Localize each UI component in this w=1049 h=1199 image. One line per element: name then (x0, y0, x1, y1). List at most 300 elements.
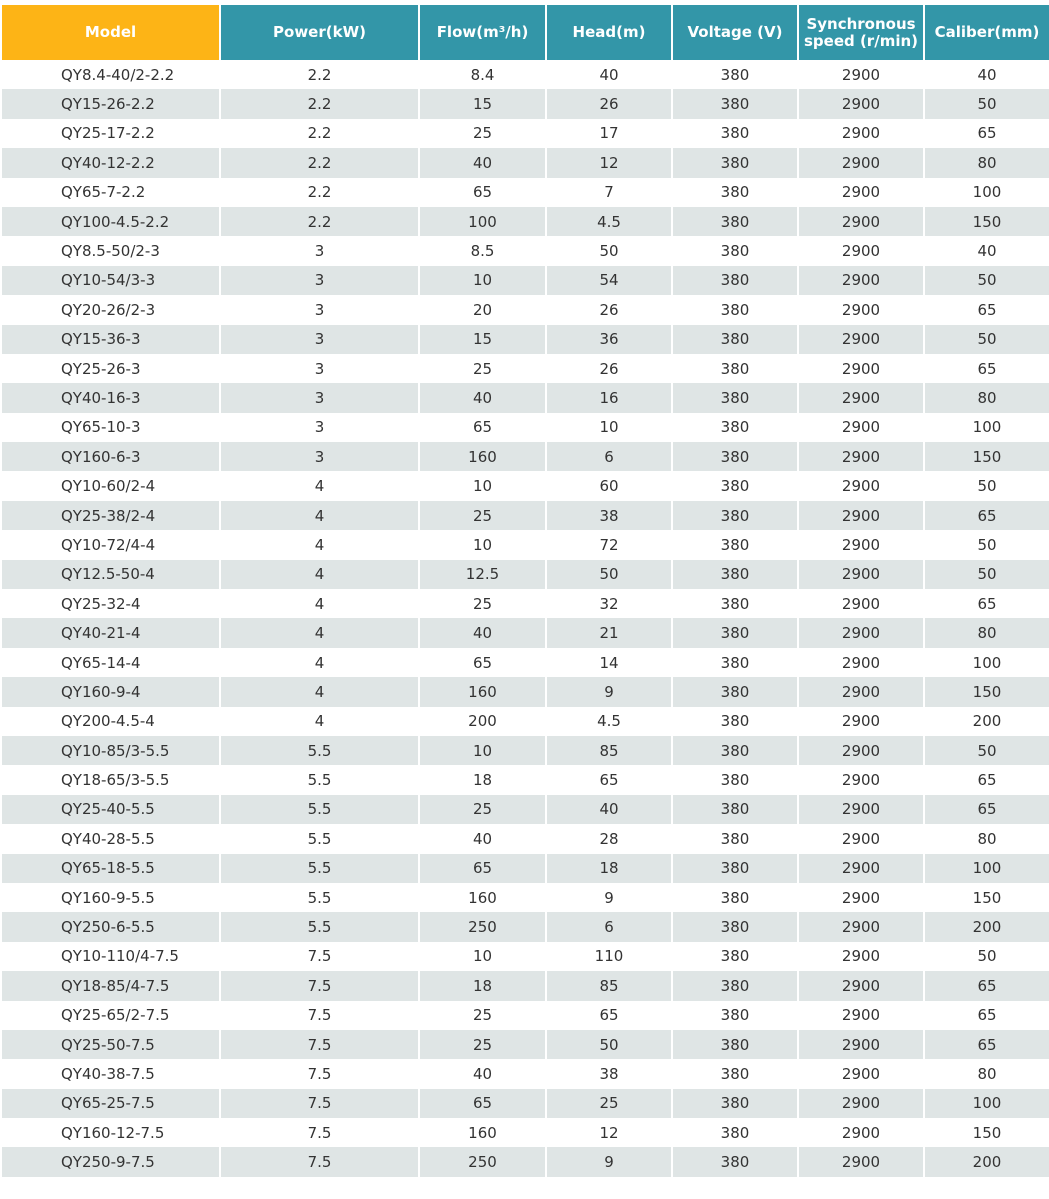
cell-power: 3 (221, 295, 418, 324)
cell-voltage: 380 (673, 824, 797, 853)
cell-speed: 2900 (799, 60, 923, 89)
cell-speed: 2900 (799, 854, 923, 883)
cell-speed: 2900 (799, 883, 923, 912)
cell-caliber: 200 (925, 912, 1049, 941)
cell-head: 38 (547, 1059, 671, 1088)
cell-voltage: 380 (673, 442, 797, 471)
cell-head: 16 (547, 383, 671, 412)
cell-head: 60 (547, 471, 671, 500)
cell-flow: 100 (420, 207, 545, 236)
cell-speed: 2900 (799, 383, 923, 412)
table-row (2, 119, 1049, 148)
cell-head: 50 (547, 236, 671, 265)
table-row (2, 795, 1049, 824)
cell-power: 4 (221, 501, 418, 530)
cell-flow: 250 (420, 912, 545, 941)
cell-head: 50 (547, 1030, 671, 1059)
cell-head: 14 (547, 648, 671, 677)
table-row (2, 736, 1049, 765)
table-row (2, 1030, 1049, 1059)
cell-power: 2.2 (221, 178, 418, 207)
cell-voltage: 380 (673, 119, 797, 148)
cell-speed: 2900 (799, 1118, 923, 1147)
cell-speed: 2900 (799, 707, 923, 736)
cell-power: 5.5 (221, 824, 418, 853)
table-row (2, 677, 1049, 706)
cell-head: 6 (547, 442, 671, 471)
cell-speed: 2900 (799, 1059, 923, 1088)
cell-power: 7.5 (221, 1059, 418, 1088)
cell-voltage: 380 (673, 1059, 797, 1088)
cell-power: 3 (221, 442, 418, 471)
cell-flow: 18 (420, 765, 545, 794)
cell-model: QY40-12-2.2 (2, 148, 219, 177)
cell-head: 26 (547, 295, 671, 324)
cell-head: 18 (547, 854, 671, 883)
table-row (2, 942, 1049, 971)
cell-flow: 8.4 (420, 60, 545, 89)
cell-power: 4 (221, 530, 418, 559)
cell-voltage: 380 (673, 677, 797, 706)
cell-head: 54 (547, 266, 671, 295)
cell-power: 5.5 (221, 765, 418, 794)
cell-head: 26 (547, 89, 671, 118)
cell-model: QY200-4.5-4 (2, 707, 219, 736)
cell-flow: 65 (420, 178, 545, 207)
cell-voltage: 380 (673, 912, 797, 941)
cell-voltage: 380 (673, 60, 797, 89)
cell-flow: 65 (420, 648, 545, 677)
cell-power: 7.5 (221, 1118, 418, 1147)
table-row (2, 912, 1049, 941)
cell-flow: 15 (420, 325, 545, 354)
cell-head: 72 (547, 530, 671, 559)
cell-speed: 2900 (799, 207, 923, 236)
cell-voltage: 380 (673, 236, 797, 265)
cell-voltage: 380 (673, 971, 797, 1000)
cell-speed: 2900 (799, 1001, 923, 1030)
cell-power: 3 (221, 236, 418, 265)
cell-power: 7.5 (221, 1030, 418, 1059)
cell-speed: 2900 (799, 971, 923, 1000)
cell-power: 3 (221, 266, 418, 295)
cell-voltage: 380 (673, 354, 797, 383)
cell-head: 4.5 (547, 207, 671, 236)
cell-head: 110 (547, 942, 671, 971)
cell-model: QY25-40-5.5 (2, 795, 219, 824)
cell-caliber: 150 (925, 883, 1049, 912)
cell-caliber: 50 (925, 560, 1049, 589)
cell-model: QY15-26-2.2 (2, 89, 219, 118)
cell-model: QY8.4-40/2-2.2 (2, 60, 219, 89)
cell-flow: 10 (420, 471, 545, 500)
cell-flow: 40 (420, 1059, 545, 1088)
cell-speed: 2900 (799, 442, 923, 471)
cell-flow: 200 (420, 707, 545, 736)
cell-voltage: 380 (673, 148, 797, 177)
cell-caliber: 50 (925, 266, 1049, 295)
cell-model: QY12.5-50-4 (2, 560, 219, 589)
cell-model: QY160-12-7.5 (2, 1118, 219, 1147)
cell-voltage: 380 (673, 589, 797, 618)
cell-model: QY160-6-3 (2, 442, 219, 471)
table-row (2, 383, 1049, 412)
cell-head: 40 (547, 795, 671, 824)
cell-power: 7.5 (221, 971, 418, 1000)
cell-caliber: 50 (925, 471, 1049, 500)
cell-model: QY40-21-4 (2, 618, 219, 647)
table-row (2, 354, 1049, 383)
cell-caliber: 40 (925, 236, 1049, 265)
cell-power: 7.5 (221, 1147, 418, 1176)
cell-speed: 2900 (799, 1147, 923, 1176)
cell-head: 9 (547, 677, 671, 706)
cell-voltage: 380 (673, 1118, 797, 1147)
cell-head: 38 (547, 501, 671, 530)
cell-voltage: 380 (673, 178, 797, 207)
cell-speed: 2900 (799, 471, 923, 500)
cell-head: 85 (547, 971, 671, 1000)
table-row (2, 765, 1049, 794)
cell-speed: 2900 (799, 942, 923, 971)
cell-model: QY65-7-2.2 (2, 178, 219, 207)
cell-voltage: 380 (673, 471, 797, 500)
cell-speed: 2900 (799, 501, 923, 530)
table-header-row (2, 5, 1049, 60)
cell-power: 2.2 (221, 89, 418, 118)
cell-power: 4 (221, 677, 418, 706)
cell-power: 4 (221, 618, 418, 647)
cell-power: 4 (221, 560, 418, 589)
cell-voltage: 380 (673, 530, 797, 559)
cell-flow: 40 (420, 824, 545, 853)
cell-flow: 25 (420, 354, 545, 383)
cell-head: 36 (547, 325, 671, 354)
cell-power: 3 (221, 354, 418, 383)
table-row (2, 236, 1049, 265)
cell-power: 3 (221, 325, 418, 354)
cell-head: 65 (547, 765, 671, 794)
cell-caliber: 50 (925, 942, 1049, 971)
cell-speed: 2900 (799, 648, 923, 677)
header-voltage: Voltage (V) (673, 5, 797, 60)
cell-speed: 2900 (799, 677, 923, 706)
cell-flow: 250 (420, 1147, 545, 1176)
table-row (2, 178, 1049, 207)
cell-voltage: 380 (673, 207, 797, 236)
cell-power: 2.2 (221, 119, 418, 148)
cell-head: 40 (547, 60, 671, 89)
cell-head: 28 (547, 824, 671, 853)
cell-model: QY25-32-4 (2, 589, 219, 618)
cell-flow: 160 (420, 883, 545, 912)
cell-power: 7.5 (221, 1001, 418, 1030)
header-model: Model (2, 5, 219, 60)
cell-voltage: 380 (673, 883, 797, 912)
cell-caliber: 65 (925, 1001, 1049, 1030)
cell-caliber: 65 (925, 295, 1049, 324)
cell-head: 85 (547, 736, 671, 765)
cell-caliber: 200 (925, 1147, 1049, 1176)
cell-caliber: 150 (925, 677, 1049, 706)
cell-model: QY10-85/3-5.5 (2, 736, 219, 765)
cell-head: 65 (547, 1001, 671, 1030)
cell-flow: 25 (420, 1001, 545, 1030)
cell-speed: 2900 (799, 266, 923, 295)
cell-model: QY40-38-7.5 (2, 1059, 219, 1088)
cell-model: QY40-28-5.5 (2, 824, 219, 853)
cell-voltage: 380 (673, 325, 797, 354)
cell-model: QY100-4.5-2.2 (2, 207, 219, 236)
cell-head: 9 (547, 1147, 671, 1176)
cell-power: 2.2 (221, 60, 418, 89)
cell-voltage: 380 (673, 854, 797, 883)
cell-flow: 25 (420, 1030, 545, 1059)
cell-flow: 160 (420, 442, 545, 471)
table-row (2, 1118, 1049, 1147)
cell-caliber: 150 (925, 207, 1049, 236)
cell-power: 5.5 (221, 912, 418, 941)
cell-head: 50 (547, 560, 671, 589)
cell-model: QY25-26-3 (2, 354, 219, 383)
cell-flow: 10 (420, 266, 545, 295)
cell-flow: 25 (420, 589, 545, 618)
cell-head: 25 (547, 1089, 671, 1118)
cell-head: 26 (547, 354, 671, 383)
cell-power: 4 (221, 648, 418, 677)
table-row (2, 854, 1049, 883)
cell-flow: 25 (420, 501, 545, 530)
cell-voltage: 380 (673, 1001, 797, 1030)
cell-head: 32 (547, 589, 671, 618)
cell-power: 3 (221, 413, 418, 442)
cell-voltage: 380 (673, 383, 797, 412)
cell-model: QY18-85/4-7.5 (2, 971, 219, 1000)
cell-voltage: 380 (673, 501, 797, 530)
cell-power: 2.2 (221, 148, 418, 177)
table-row (2, 648, 1049, 677)
cell-caliber: 65 (925, 119, 1049, 148)
cell-head: 21 (547, 618, 671, 647)
cell-flow: 65 (420, 1089, 545, 1118)
cell-speed: 2900 (799, 1030, 923, 1059)
table-row (2, 971, 1049, 1000)
cell-speed: 2900 (799, 765, 923, 794)
cell-power: 4 (221, 471, 418, 500)
cell-model: QY25-17-2.2 (2, 119, 219, 148)
cell-caliber: 80 (925, 824, 1049, 853)
table-row (2, 325, 1049, 354)
cell-caliber: 100 (925, 648, 1049, 677)
table-row (2, 471, 1049, 500)
cell-flow: 18 (420, 971, 545, 1000)
cell-flow: 10 (420, 530, 545, 559)
cell-caliber: 80 (925, 383, 1049, 412)
cell-flow: 15 (420, 89, 545, 118)
table-row (2, 618, 1049, 647)
cell-caliber: 100 (925, 178, 1049, 207)
cell-flow: 160 (420, 1118, 545, 1147)
cell-power: 2.2 (221, 207, 418, 236)
cell-voltage: 380 (673, 413, 797, 442)
cell-speed: 2900 (799, 1089, 923, 1118)
cell-voltage: 380 (673, 648, 797, 677)
cell-model: QY25-65/2-7.5 (2, 1001, 219, 1030)
cell-caliber: 80 (925, 1059, 1049, 1088)
header-caliber: Caliber(mm) (925, 5, 1049, 60)
table-row (2, 60, 1049, 89)
cell-voltage: 380 (673, 1089, 797, 1118)
cell-model: QY250-9-7.5 (2, 1147, 219, 1176)
table-row (2, 1089, 1049, 1118)
cell-head: 6 (547, 912, 671, 941)
cell-speed: 2900 (799, 89, 923, 118)
cell-voltage: 380 (673, 295, 797, 324)
cell-speed: 2900 (799, 560, 923, 589)
table-row (2, 1001, 1049, 1030)
cell-power: 7.5 (221, 942, 418, 971)
cell-caliber: 65 (925, 589, 1049, 618)
cell-power: 3 (221, 383, 418, 412)
cell-flow: 25 (420, 795, 545, 824)
cell-model: QY65-14-4 (2, 648, 219, 677)
table-body (2, 60, 1049, 1177)
cell-model: QY25-38/2-4 (2, 501, 219, 530)
cell-voltage: 380 (673, 1030, 797, 1059)
cell-speed: 2900 (799, 178, 923, 207)
table-row (2, 824, 1049, 853)
cell-caliber: 150 (925, 442, 1049, 471)
header-head: Head(m) (547, 5, 671, 60)
cell-flow: 40 (420, 618, 545, 647)
cell-flow: 10 (420, 942, 545, 971)
cell-power: 5.5 (221, 854, 418, 883)
table-row (2, 707, 1049, 736)
cell-caliber: 80 (925, 148, 1049, 177)
table-row (2, 560, 1049, 589)
cell-flow: 160 (420, 677, 545, 706)
cell-power: 7.5 (221, 1089, 418, 1118)
cell-caliber: 50 (925, 736, 1049, 765)
cell-flow: 40 (420, 383, 545, 412)
cell-caliber: 100 (925, 854, 1049, 883)
table-row (2, 89, 1049, 118)
cell-model: QY10-60/2-4 (2, 471, 219, 500)
cell-head: 7 (547, 178, 671, 207)
cell-model: QY65-10-3 (2, 413, 219, 442)
cell-flow: 20 (420, 295, 545, 324)
cell-head: 17 (547, 119, 671, 148)
cell-caliber: 40 (925, 60, 1049, 89)
table-row (2, 413, 1049, 442)
cell-flow: 65 (420, 413, 545, 442)
cell-head: 9 (547, 883, 671, 912)
cell-speed: 2900 (799, 824, 923, 853)
cell-speed: 2900 (799, 325, 923, 354)
cell-voltage: 380 (673, 765, 797, 794)
pump-spec-table (0, 5, 1049, 1177)
cell-speed: 2900 (799, 618, 923, 647)
cell-flow: 65 (420, 854, 545, 883)
table-row (2, 530, 1049, 559)
cell-model: QY160-9-4 (2, 677, 219, 706)
cell-voltage: 380 (673, 736, 797, 765)
cell-power: 5.5 (221, 795, 418, 824)
header-power: Power(kW) (221, 5, 418, 60)
cell-head: 12 (547, 1118, 671, 1147)
cell-caliber: 100 (925, 1089, 1049, 1118)
cell-model: QY65-25-7.5 (2, 1089, 219, 1118)
table-row (2, 501, 1049, 530)
cell-caliber: 50 (925, 325, 1049, 354)
cell-power: 4 (221, 589, 418, 618)
cell-speed: 2900 (799, 736, 923, 765)
table-row (2, 148, 1049, 177)
cell-head: 10 (547, 413, 671, 442)
cell-flow: 12.5 (420, 560, 545, 589)
table-row (2, 442, 1049, 471)
header-speed: Synchronous speed (r/min) (799, 5, 923, 60)
cell-speed: 2900 (799, 148, 923, 177)
cell-voltage: 380 (673, 1147, 797, 1176)
cell-speed: 2900 (799, 795, 923, 824)
cell-model: QY40-16-3 (2, 383, 219, 412)
cell-power: 5.5 (221, 736, 418, 765)
cell-caliber: 65 (925, 765, 1049, 794)
cell-model: QY18-65/3-5.5 (2, 765, 219, 794)
cell-flow: 8.5 (420, 236, 545, 265)
cell-voltage: 380 (673, 942, 797, 971)
cell-caliber: 200 (925, 707, 1049, 736)
cell-model: QY65-18-5.5 (2, 854, 219, 883)
cell-flow: 10 (420, 736, 545, 765)
table-row (2, 1059, 1049, 1088)
cell-speed: 2900 (799, 530, 923, 559)
table-row (2, 883, 1049, 912)
header-flow: Flow(m³/h) (420, 5, 545, 60)
cell-head: 12 (547, 148, 671, 177)
cell-model: QY8.5-50/2-3 (2, 236, 219, 265)
cell-speed: 2900 (799, 295, 923, 324)
cell-caliber: 50 (925, 530, 1049, 559)
cell-speed: 2900 (799, 354, 923, 383)
cell-caliber: 100 (925, 413, 1049, 442)
cell-speed: 2900 (799, 912, 923, 941)
cell-voltage: 380 (673, 707, 797, 736)
cell-head: 4.5 (547, 707, 671, 736)
cell-voltage: 380 (673, 89, 797, 118)
cell-power: 4 (221, 707, 418, 736)
cell-caliber: 150 (925, 1118, 1049, 1147)
cell-model: QY10-110/4-7.5 (2, 942, 219, 971)
cell-caliber: 50 (925, 89, 1049, 118)
table-row (2, 266, 1049, 295)
cell-caliber: 65 (925, 971, 1049, 1000)
table-row (2, 1147, 1049, 1176)
cell-caliber: 65 (925, 354, 1049, 383)
cell-speed: 2900 (799, 119, 923, 148)
cell-voltage: 380 (673, 618, 797, 647)
cell-flow: 40 (420, 148, 545, 177)
table-row (2, 589, 1049, 618)
cell-voltage: 380 (673, 560, 797, 589)
cell-model: QY160-9-5.5 (2, 883, 219, 912)
cell-flow: 25 (420, 119, 545, 148)
cell-model: QY10-54/3-3 (2, 266, 219, 295)
cell-voltage: 380 (673, 795, 797, 824)
cell-caliber: 65 (925, 1030, 1049, 1059)
cell-caliber: 65 (925, 795, 1049, 824)
